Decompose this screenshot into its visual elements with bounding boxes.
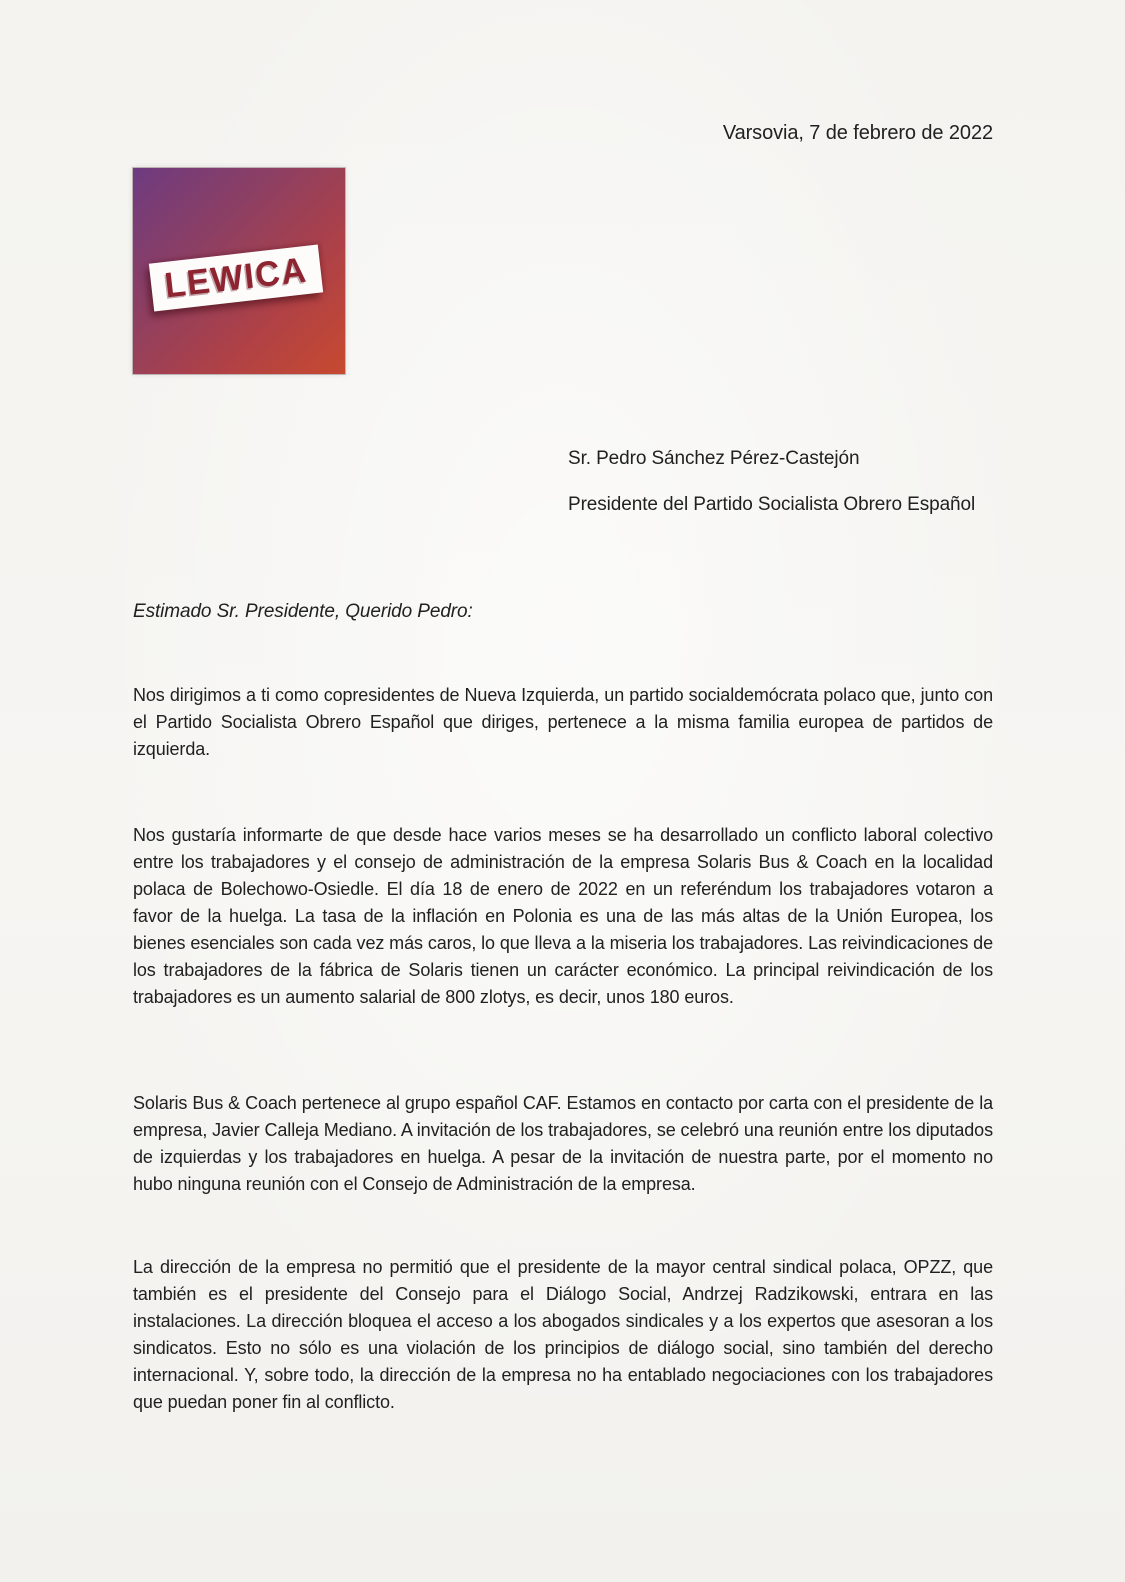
paragraph-management-criticism: La dirección de la empresa no permitió que el presidente de la mayor central sindical polaca, OPZZ, que también es el presidente del Consejo para el Diálogo Social, Andrzej Radzikowski, entrara en las instalaciones. La dirección bloquea el acceso a los abogados sindicales y a los expertos que asesoran a los sindicatos. Esto no sólo es una violación de los principios de diálogo social, sino también del derecho internacional. Y, sobre todo, la dirección de la empresa no ha entablado negociaciones con los trabajadores que puedan poner fin al conflicto. (133, 1257, 993, 1412)
recipient-block (568, 436, 975, 528)
recipient-name: Sr. Pedro Sánchez Pérez-Castejón (568, 448, 860, 469)
salutation: Estimado Sr. Presidente, Querido Pedro: (133, 601, 473, 622)
date-line: Varsovia, 7 de febrero de 2022 (722, 122, 993, 144)
recipient-title: Presidente del Partido Socialista Obrero Español (568, 494, 976, 515)
lewica-wordmark: LEWICA (162, 249, 310, 306)
paragraph-conflict-description: Nos gustaría informarte de que desde hace varios meses se ha desarrollado un conflicto laboral colectivo entre los trabajadores y el consejo de administración de la empresa Solaris Bus & Coach en la localidad polaca de Bolechowo-Osiedle. El día 18 de enero de 2022 en un referéndum los trabajadores votaron a favor de la huelga. La tasa de la inflación en Polonia es una de las más altas de la Unión Europea, los bienes esenciales son cada vez más caros, lo que lleva a la miseria los trabajadores. Las reivindicaciones de los trabajadores de la fábrica de Solaris tienen un carácter económico. La principal reivindicación de los trabajadores es un aumento salarial de 800 zlotys, es decir, unos 180 euros. (133, 825, 993, 1007)
lewica-logo-banner (149, 245, 323, 312)
paragraph-intro: Nos dirigimos a ti como copresidentes de Nueva Izquierda, un partido socialdemócrata polaco que, junto con el Partido Socialista Obrero Español que diriges, pertenece a la misma familia europea de partidos de izquierda. (133, 685, 993, 759)
paragraph-caf-contact: Solaris Bus & Coach pertenece al grupo español CAF. Estamos en contacto por carta con el presidente de la empresa, Javier Calleja Mediano. A invitación de los trabajadores, se celebró una reunión entre los diputados de izquierdas y los trabajadores en huelga. A pesar de la invitación de nuestra parte, por el momento no hubo ninguna reunión con el Consejo de Administración de la empresa. (133, 1093, 993, 1194)
lewica-logo (133, 168, 345, 374)
